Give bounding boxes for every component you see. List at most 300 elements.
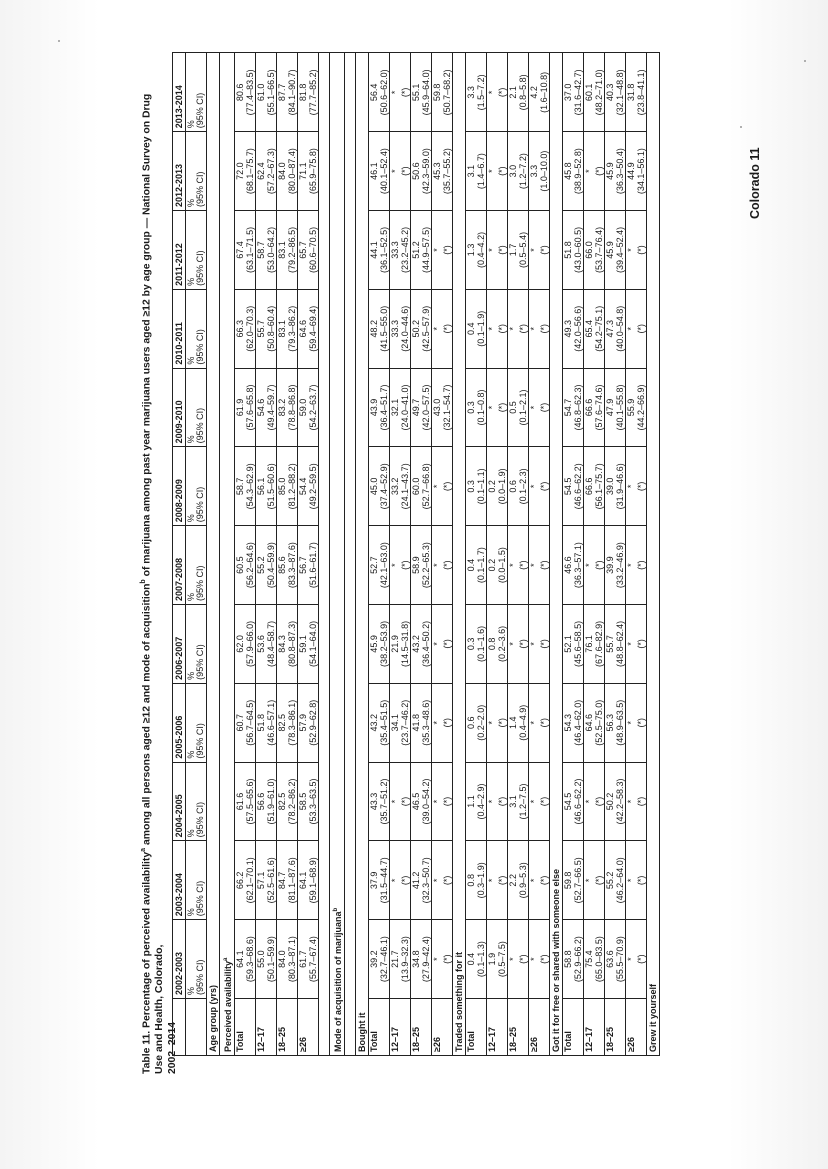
cell-percent: 4.2 — [529, 86, 539, 99]
cell-ci: (*) — [518, 954, 528, 964]
cell-percent: * — [487, 878, 497, 883]
cell-ci: (55.1–66.5) — [266, 69, 276, 116]
cell-ci: (31.5–44.7) — [379, 857, 389, 904]
cell-percent: 85.0 — [277, 477, 287, 496]
cell-ci: (*) — [594, 560, 604, 570]
cell-percent: 43.9 — [369, 398, 379, 417]
cell-ci: (50.1–59.9) — [266, 936, 276, 983]
data-cell — [529, 132, 550, 211]
data-cell — [369, 211, 390, 290]
stat-label: % — [186, 199, 196, 208]
cell-percent: 54.5 — [563, 477, 573, 496]
data-cell — [235, 289, 256, 368]
cell-ci: (0.2–2.0) — [476, 704, 486, 741]
section-bought — [356, 53, 369, 1056]
section-traded — [453, 53, 466, 1056]
cell-ci: (31.9–46.6) — [615, 463, 625, 510]
ci-label: (95% CI) — [195, 644, 205, 680]
cell-percent: 49.7 — [411, 398, 421, 417]
cell-ci: (*) — [442, 639, 452, 649]
cell-ci: (52.7–66.5) — [573, 857, 583, 904]
cell-ci: (*) — [636, 796, 646, 807]
row-label: 12–17 — [584, 999, 605, 1056]
cell-ci: (27.9–42.4) — [421, 936, 431, 983]
row-label: 12–17 — [256, 999, 277, 1056]
cell-percent: 3.0 — [508, 164, 518, 178]
cell-ci: (46.2–64.0) — [615, 857, 625, 904]
section-free — [550, 53, 563, 1056]
cell-percent: 32.1 — [390, 398, 400, 417]
cell-percent: * — [584, 799, 594, 804]
data-cell — [411, 526, 432, 605]
data-cell — [298, 920, 319, 999]
cell-percent: 59.8 — [432, 83, 442, 102]
cell-ci: (*) — [594, 166, 604, 176]
data-cell — [584, 368, 605, 447]
ci-label: (95% CI) — [195, 565, 205, 602]
data-cell — [605, 132, 626, 211]
data-cell — [432, 526, 453, 605]
cell-ci: (40.0–54.8) — [615, 305, 625, 352]
data-cell — [529, 526, 550, 605]
cell-percent: 64.1 — [235, 950, 245, 968]
data-cell — [298, 132, 319, 211]
data-cell — [508, 447, 529, 526]
cell-ci: (*) — [442, 717, 452, 728]
cell-percent: 50.2 — [605, 792, 615, 811]
cell-ci: (*) — [539, 717, 549, 728]
cell-percent: 51.2 — [411, 241, 421, 259]
year-header: 2002-2003 — [173, 920, 186, 999]
cell-ci: (54.3–62.9) — [245, 463, 255, 510]
cell-ci: (0.1–1.9) — [476, 310, 486, 347]
cell-percent: 52.1 — [563, 635, 573, 653]
cell-percent: * — [390, 169, 400, 173]
data-cell — [298, 526, 319, 605]
cell-ci: (*) — [442, 954, 452, 964]
section-label — [220, 53, 235, 1056]
cell-ci: (39.4–52.4) — [615, 226, 625, 273]
data-cell — [432, 841, 453, 920]
cell-ci: (24.1–43.7) — [400, 463, 410, 510]
cell-ci: (*) — [636, 954, 646, 964]
data-cell — [298, 683, 319, 762]
data-cell — [605, 447, 626, 526]
data-cell — [277, 53, 298, 132]
cell-ci: (23.8–41.1) — [636, 69, 646, 116]
data-cell — [563, 683, 584, 762]
page-footer: Colorado 11 — [748, 147, 762, 219]
cell-ci: (56.7–64.5) — [245, 699, 255, 746]
data-cell — [605, 526, 626, 605]
cell-percent: 21.9 — [390, 635, 400, 653]
cell-ci: (*) — [539, 402, 549, 413]
row-label: 12–17 — [487, 999, 508, 1056]
cell-ci: (*) — [539, 560, 549, 570]
cell-percent: * — [432, 642, 442, 646]
data-cell — [487, 920, 508, 999]
cell-percent: 60.5 — [235, 556, 245, 574]
spacer-cell — [345, 53, 356, 1056]
data-cell — [563, 841, 584, 920]
row-label: 12–17 — [390, 999, 411, 1056]
ci-label: (95% CI) — [195, 92, 205, 129]
cell-percent: * — [626, 878, 636, 883]
cell-ci: (*) — [400, 560, 410, 570]
cell-percent: 83.1 — [277, 319, 287, 338]
cell-percent: 72.0 — [235, 162, 245, 180]
caption-text-a: Table 11. Percentage of perceived availability — [141, 851, 153, 1074]
year-header-row — [173, 53, 186, 1056]
cell-ci: (37.4–52.9) — [379, 463, 389, 510]
cell-percent: 59.8 — [563, 871, 573, 890]
cell-ci: (77.7–85.2) — [308, 69, 318, 116]
cell-ci: (42.2–58.3) — [615, 778, 625, 825]
cell-ci: (79.2–86.5) — [287, 226, 297, 273]
cell-ci: (24.0–44.6) — [400, 305, 410, 352]
cell-percent: 61.7 — [298, 950, 308, 968]
cell-percent: 34.1 — [390, 713, 400, 732]
cell-percent: 76.1 — [584, 635, 594, 653]
ci-label: (95% CI) — [195, 250, 205, 286]
cell-ci: (53.3–63.5) — [308, 778, 318, 825]
data-cell — [605, 368, 626, 447]
cell-ci: (14.5–31.8) — [400, 620, 410, 667]
cell-percent: 62.4 — [256, 162, 266, 180]
cell-percent: 71.1 — [298, 162, 308, 180]
data-cell — [584, 526, 605, 605]
stat-header — [186, 447, 207, 526]
data-cell — [508, 605, 529, 684]
cell-ci: (65.9–75.8) — [308, 148, 318, 195]
data-cell — [411, 289, 432, 368]
spacer-row — [345, 53, 356, 1056]
data-cell — [563, 605, 584, 684]
cell-ci: (48.9–63.5) — [615, 699, 625, 746]
cell-ci: (55.5–70.9) — [615, 936, 625, 983]
data-cell — [432, 53, 453, 132]
cell-percent: 3.3 — [529, 164, 539, 178]
stat-header — [186, 605, 207, 684]
cell-percent: 61.0 — [256, 83, 266, 102]
cell-ci: (52.2–65.3) — [421, 542, 431, 589]
data-cell — [369, 447, 390, 526]
section-perceived — [220, 53, 235, 1056]
cell-ci: (45.9–64.0) — [421, 69, 431, 116]
cell-ci: (0.5–5.4) — [518, 231, 528, 268]
cell-percent: 50.2 — [411, 319, 421, 338]
table-row — [487, 53, 508, 1056]
cell-percent: 45.9 — [369, 635, 379, 653]
cell-percent: * — [529, 484, 539, 489]
data-cell — [466, 841, 487, 920]
data-cell — [529, 762, 550, 841]
data-cell — [277, 526, 298, 605]
cell-percent: * — [529, 563, 539, 567]
cell-ci: (49.4–59.7) — [266, 384, 276, 431]
data-cell — [626, 526, 647, 605]
year-header: 2005-2006 — [173, 683, 186, 762]
cell-percent: * — [487, 248, 497, 252]
cell-percent: 87.7 — [277, 83, 287, 102]
table-row — [584, 53, 605, 1056]
cell-percent: 56.6 — [256, 792, 266, 811]
cell-percent: 43.2 — [411, 635, 421, 653]
cell-ci: (54.2–75.1) — [594, 305, 604, 352]
cell-percent: 57.9 — [298, 713, 308, 732]
data-cell — [584, 762, 605, 841]
data-cell — [626, 211, 647, 290]
cell-ci: (35.4–51.5) — [379, 699, 389, 746]
data-cell — [626, 841, 647, 920]
data-cell — [605, 53, 626, 132]
cell-ci: (44.2–66.9) — [636, 384, 646, 431]
table-row — [298, 53, 319, 1056]
cell-percent: 3.1 — [508, 795, 518, 808]
data-cell — [487, 526, 508, 605]
cell-ci: (65.0–83.5) — [594, 936, 604, 983]
data-cell — [432, 605, 453, 684]
cell-percent: 0.6 — [466, 716, 476, 729]
cell-ci: (0.9–5.3) — [518, 862, 528, 899]
data-cell — [584, 211, 605, 290]
section-sup: b — [333, 907, 339, 912]
data-cell — [432, 683, 453, 762]
data-cell — [605, 920, 626, 999]
stat-header — [186, 368, 207, 447]
cell-percent: 21.7 — [390, 950, 400, 968]
stat-label: % — [186, 671, 196, 680]
cell-percent: 81.8 — [298, 83, 308, 102]
cell-ci: (*) — [636, 323, 646, 334]
cell-percent: 34.8 — [411, 950, 421, 968]
cell-ci: (40.1–52.4) — [379, 148, 389, 195]
row-label: Total — [466, 999, 487, 1056]
cell-ci: (23.7–46.2) — [400, 699, 410, 746]
cell-ci: (*) — [594, 796, 604, 807]
cell-percent: * — [487, 326, 497, 331]
cell-ci: (42.0–57.5) — [421, 384, 431, 431]
table-row — [390, 53, 411, 1056]
cell-percent: 58.9 — [411, 556, 421, 574]
cell-percent: * — [529, 642, 539, 646]
cell-percent: 0.3 — [466, 401, 476, 414]
cell-ci: (51.9–61.0) — [266, 778, 276, 825]
data-cell — [390, 289, 411, 368]
data-cell — [432, 132, 453, 211]
data-cell — [390, 605, 411, 684]
data-cell — [529, 920, 550, 999]
data-cell — [626, 368, 647, 447]
cell-percent: 84.0 — [277, 950, 287, 968]
stat-label: % — [186, 356, 196, 365]
data-cell — [235, 368, 256, 447]
cell-percent: * — [432, 326, 442, 331]
data-cell — [487, 605, 508, 684]
row-label: Total — [369, 999, 390, 1056]
cell-percent: 75.4 — [584, 950, 594, 968]
section-label: Bought it — [356, 53, 369, 1056]
year-header: 2009-2010 — [173, 368, 186, 447]
data-cell — [277, 368, 298, 447]
data-cell — [563, 289, 584, 368]
spacer-cell — [319, 53, 330, 1056]
data-cell — [508, 53, 529, 132]
cell-ci: (50.6–62.0) — [379, 69, 389, 116]
data-cell — [605, 211, 626, 290]
cell-ci: (1.2–7.5) — [518, 783, 528, 820]
cell-percent: 37.0 — [563, 83, 573, 102]
cell-percent: * — [508, 326, 518, 331]
table-row — [563, 53, 584, 1056]
cell-percent: 64.6 — [298, 319, 308, 338]
cell-percent: * — [390, 878, 400, 883]
data-cell — [411, 368, 432, 447]
cell-ci: (0.1–2.1) — [518, 389, 528, 426]
cell-percent: * — [432, 799, 442, 804]
stat-header — [186, 132, 207, 211]
data-cell — [584, 920, 605, 999]
cell-percent: * — [626, 957, 636, 961]
cell-ci: (*) — [497, 717, 507, 728]
cell-percent: * — [584, 878, 594, 883]
cell-percent: 41.2 — [411, 871, 421, 890]
cell-percent: * — [529, 405, 539, 410]
ci-label: (95% CI) — [195, 329, 205, 365]
data-cell — [466, 211, 487, 290]
cell-percent: 65.7 — [298, 241, 308, 259]
header-corner-2 — [186, 999, 207, 1056]
cell-percent: 2.1 — [508, 86, 518, 99]
cell-percent: 1.9 — [487, 952, 497, 966]
year-header: 2008-2009 — [173, 447, 186, 526]
cell-percent: * — [432, 248, 442, 252]
cell-ci: (54.2–63.7) — [308, 384, 318, 431]
cell-percent: 45.9 — [605, 241, 615, 259]
data-cell — [390, 447, 411, 526]
cell-ci: (36.3–50.4) — [615, 148, 625, 195]
data-cell — [466, 683, 487, 762]
cell-ci: (*) — [539, 245, 549, 255]
row-label: Total — [563, 999, 584, 1056]
section-label: Age group (yrs) — [207, 53, 220, 1056]
cell-ci: (*) — [636, 875, 646, 886]
data-cell — [277, 211, 298, 290]
caption-text-c: of marijuana among past year marijuana users aged ≥12 by age group — National Survey on Drug Use and Health, Colorado, — [141, 93, 166, 1074]
cell-ci: (62.1–70.1) — [245, 857, 255, 904]
cell-ci: (80.0–87.4) — [287, 148, 297, 195]
data-cell — [529, 53, 550, 132]
data-cell — [369, 841, 390, 920]
cell-percent: * — [432, 957, 442, 961]
cell-percent: 48.2 — [369, 319, 379, 338]
cell-percent: 0.2 — [487, 558, 497, 572]
data-cell — [390, 132, 411, 211]
cell-percent: 54.3 — [563, 713, 573, 732]
header-corner — [173, 999, 186, 1056]
cell-percent: 60.0 — [411, 477, 421, 496]
data-cell — [256, 526, 277, 605]
data-cell — [529, 841, 550, 920]
data-cell — [411, 605, 432, 684]
cell-ci: (52.9–66.2) — [573, 936, 583, 983]
cell-percent: * — [584, 563, 594, 567]
data-cell — [298, 447, 319, 526]
data-cell — [584, 289, 605, 368]
data-cell — [529, 605, 550, 684]
stat-header-row — [186, 53, 207, 1056]
cell-percent: 46.6 — [563, 556, 573, 574]
cell-percent: 55.7 — [256, 319, 266, 338]
cell-percent: 51.8 — [256, 713, 266, 732]
cell-ci: (0.4–2.9) — [476, 783, 486, 820]
data-cell — [466, 289, 487, 368]
cell-ci: (23.2–45.2) — [400, 226, 410, 273]
cell-ci: (48.8–62.4) — [615, 620, 625, 667]
cell-percent: 40.3 — [605, 83, 615, 102]
data-cell — [256, 762, 277, 841]
cell-ci: (0.3–1.9) — [476, 862, 486, 899]
row-label: 18–25 — [411, 999, 432, 1056]
cell-percent: 58.8 — [563, 950, 573, 968]
ci-label: (95% CI) — [195, 959, 205, 995]
stat-header — [186, 683, 207, 762]
cell-ci: (63.1–71.5) — [245, 226, 255, 273]
year-header: 2012-2013 — [173, 132, 186, 211]
cell-percent: 55.9 — [626, 398, 636, 417]
table-row — [605, 53, 626, 1056]
cell-percent: * — [584, 169, 594, 173]
data-cell — [369, 920, 390, 999]
cell-percent: 66.2 — [235, 871, 245, 890]
stat-header — [186, 526, 207, 605]
ci-label: (95% CI) — [195, 171, 205, 208]
cell-percent: 64.1 — [298, 871, 308, 890]
data-cell — [298, 841, 319, 920]
data-cell — [529, 289, 550, 368]
cell-percent: * — [508, 642, 518, 646]
cell-percent: 31.8 — [626, 83, 636, 102]
data-cell — [432, 368, 453, 447]
cell-ci: (78.3–86.1) — [287, 699, 297, 746]
cell-ci: (68.1–75.7) — [245, 148, 255, 195]
cell-percent: 80.6 — [235, 83, 245, 102]
cell-percent: * — [529, 878, 539, 883]
cell-percent: 63.6 — [605, 950, 615, 968]
cell-percent: 61.9 — [235, 398, 245, 417]
cell-percent: 56.4 — [369, 83, 379, 102]
data-cell — [390, 211, 411, 290]
row-label: ≥26 — [529, 999, 550, 1056]
cell-ci: (51.6–61.7) — [308, 542, 318, 589]
cell-percent: 66.3 — [235, 319, 245, 338]
table-row — [411, 53, 432, 1056]
stat-label: % — [186, 435, 196, 444]
cell-percent: 66.6 — [584, 477, 594, 496]
cell-ci: (*) — [518, 639, 528, 649]
cell-percent: 37.9 — [369, 871, 379, 890]
data-cell — [298, 762, 319, 841]
cell-ci: (51.5–60.6) — [266, 463, 276, 510]
data-cell — [235, 526, 256, 605]
data-cell — [235, 53, 256, 132]
data-cell — [235, 211, 256, 290]
cell-percent: 33.2 — [390, 477, 400, 496]
cell-percent: 83.1 — [277, 241, 287, 259]
cell-ci: (0.1–1.1) — [476, 468, 486, 505]
cell-ci: (46.6–62.2) — [573, 778, 583, 825]
data-cell — [487, 53, 508, 132]
